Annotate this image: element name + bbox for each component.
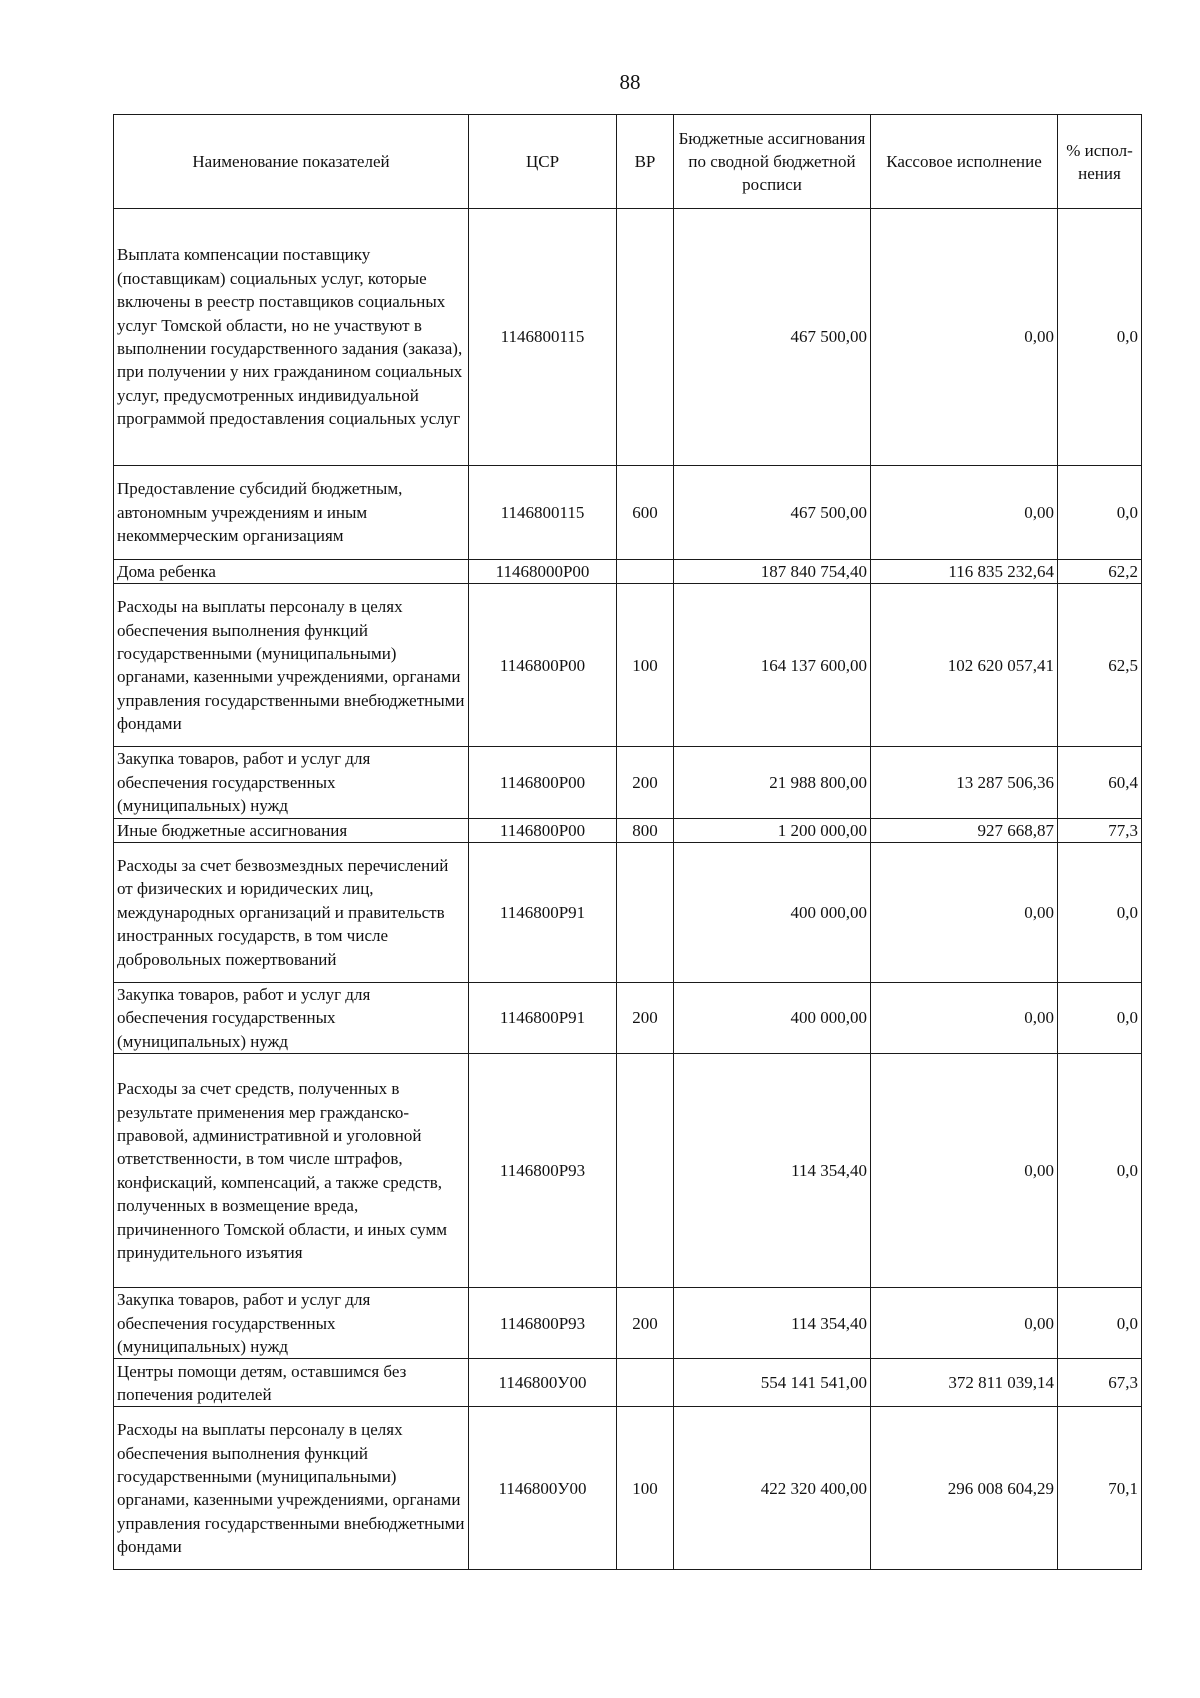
cell-percent: 67,3 — [1058, 1359, 1142, 1407]
cell-budget: 21 988 800,00 — [674, 747, 871, 818]
cell-vr: 200 — [617, 747, 674, 818]
cell-cash: 0,00 — [871, 209, 1058, 466]
cell-name: Расходы на выплаты персоналу в целях обеспечения выполнения функций государственными (муниципальными) органами, казенными учреждениями, органами управления государственными внебюджетными фондами — [114, 1407, 469, 1570]
table-header-row — [114, 115, 1142, 209]
cell-csr: 1146800Р00 — [469, 818, 617, 842]
budget-execution-table — [113, 114, 1142, 1570]
table-row — [114, 209, 1142, 466]
cell-cash: 927 668,87 — [871, 818, 1058, 842]
table-row — [114, 1407, 1142, 1570]
table-row — [114, 843, 1142, 983]
page-number: 88 — [619, 70, 641, 94]
cell-csr: 1146800У00 — [469, 1407, 617, 1570]
table-row — [114, 983, 1142, 1054]
cell-name: Расходы на выплаты персоналу в целях обеспечения выполнения функций государственными (муниципальными) органами, казенными учреждениями, органами управления государственными внебюджетными фондами — [114, 584, 469, 747]
cell-vr: 100 — [617, 1407, 674, 1570]
cell-name: Расходы за счет безвозмездных перечислений от физических и юридических лиц, международных организаций и правительств иностранных государств, в том числе добровольных пожертвований — [114, 843, 469, 983]
table-row — [114, 818, 1142, 842]
cell-vr: 600 — [617, 466, 674, 560]
cell-cash: 296 008 604,29 — [871, 1407, 1058, 1570]
cell-budget: 400 000,00 — [674, 843, 871, 983]
cell-vr: 800 — [617, 818, 674, 842]
cell-name: Закупка товаров, работ и услуг для обеспечения государственных (муниципальных) нужд — [114, 1288, 469, 1359]
cell-vr — [617, 560, 674, 584]
cell-budget: 1 200 000,00 — [674, 818, 871, 842]
cell-csr: 1146800115 — [469, 466, 617, 560]
header-budget: Бюджетные ассигнования по сводной бюджетной росписи — [674, 115, 871, 209]
cell-percent: 0,0 — [1058, 466, 1142, 560]
cell-budget: 114 354,40 — [674, 1288, 871, 1359]
header-cash: Кассовое исполнение — [871, 115, 1058, 209]
cell-budget: 467 500,00 — [674, 466, 871, 560]
cell-csr: 1146800115 — [469, 209, 617, 466]
cell-percent: 77,3 — [1058, 818, 1142, 842]
cell-cash: 0,00 — [871, 466, 1058, 560]
header-vr: ВР — [617, 115, 674, 209]
header-csr: ЦСР — [469, 115, 617, 209]
table-row — [114, 560, 1142, 584]
cell-vr: 200 — [617, 983, 674, 1054]
cell-cash: 372 811 039,14 — [871, 1359, 1058, 1407]
cell-vr: 100 — [617, 584, 674, 747]
cell-vr: 200 — [617, 1288, 674, 1359]
cell-cash: 116 835 232,64 — [871, 560, 1058, 584]
header-percent: % испол-нения — [1058, 115, 1142, 209]
cell-percent: 62,2 — [1058, 560, 1142, 584]
cell-vr — [617, 209, 674, 466]
cell-csr: 1146800У00 — [469, 1359, 617, 1407]
table-row — [114, 584, 1142, 747]
cell-csr: 1146800Р00 — [469, 584, 617, 747]
cell-csr: 11468000Р00 — [469, 560, 617, 584]
cell-csr: 1146800Р93 — [469, 1288, 617, 1359]
table-row — [114, 466, 1142, 560]
cell-cash: 13 287 506,36 — [871, 747, 1058, 818]
cell-percent: 0,0 — [1058, 983, 1142, 1054]
table-row — [114, 1359, 1142, 1407]
cell-name: Расходы за счет средств, полученных в результате применения мер гражданско-правовой, административной и уголовной ответственности, в том числе штрафов, конфискаций, компенсаций, а также средств, полученных в возмещение вреда, причиненного Томской области, и иных сумм принудительного изъятия — [114, 1054, 469, 1288]
cell-budget: 467 500,00 — [674, 209, 871, 466]
cell-cash: 0,00 — [871, 843, 1058, 983]
cell-cash: 0,00 — [871, 983, 1058, 1054]
cell-csr: 1146800Р93 — [469, 1054, 617, 1288]
cell-name: Выплата компенсации поставщику (поставщикам) социальных услуг, которые включены в реестр поставщиков социальных услуг Томской области, но не участвуют в выполнении государственного задания (заказа), при получении у них гражданином социальных услуг, предусмотренных индивидуальной программой предоставления социальных услуг — [114, 209, 469, 466]
cell-budget: 187 840 754,40 — [674, 560, 871, 584]
cell-budget: 164 137 600,00 — [674, 584, 871, 747]
cell-percent: 62,5 — [1058, 584, 1142, 747]
cell-name: Центры помощи детям, оставшимся без попечения родителей — [114, 1359, 469, 1407]
table-row — [114, 747, 1142, 818]
cell-cash: 102 620 057,41 — [871, 584, 1058, 747]
cell-budget: 422 320 400,00 — [674, 1407, 871, 1570]
cell-name: Иные бюджетные ассигнования — [114, 818, 469, 842]
cell-vr — [617, 843, 674, 983]
cell-budget: 114 354,40 — [674, 1054, 871, 1288]
cell-csr: 1146800Р91 — [469, 843, 617, 983]
cell-percent: 0,0 — [1058, 209, 1142, 466]
cell-budget: 400 000,00 — [674, 983, 871, 1054]
cell-percent: 0,0 — [1058, 1054, 1142, 1288]
header-name: Наименование показателей — [114, 115, 469, 209]
cell-vr — [617, 1359, 674, 1407]
cell-vr — [617, 1054, 674, 1288]
table-row — [114, 1054, 1142, 1288]
cell-percent: 0,0 — [1058, 843, 1142, 983]
cell-name: Закупка товаров, работ и услуг для обеспечения государственных (муниципальных) нужд — [114, 747, 469, 818]
cell-name: Закупка товаров, работ и услуг для обеспечения государственных (муниципальных) нужд — [114, 983, 469, 1054]
cell-budget: 554 141 541,00 — [674, 1359, 871, 1407]
cell-percent: 60,4 — [1058, 747, 1142, 818]
table-row — [114, 1288, 1142, 1359]
cell-cash: 0,00 — [871, 1054, 1058, 1288]
cell-percent: 70,1 — [1058, 1407, 1142, 1570]
cell-name: Предоставление субсидий бюджетным, автономным учреждениям и иным некоммерческим организациям — [114, 466, 469, 560]
cell-name: Дома ребенка — [114, 560, 469, 584]
cell-csr: 1146800Р00 — [469, 747, 617, 818]
cell-cash: 0,00 — [871, 1288, 1058, 1359]
cell-percent: 0,0 — [1058, 1288, 1142, 1359]
cell-csr: 1146800Р91 — [469, 983, 617, 1054]
